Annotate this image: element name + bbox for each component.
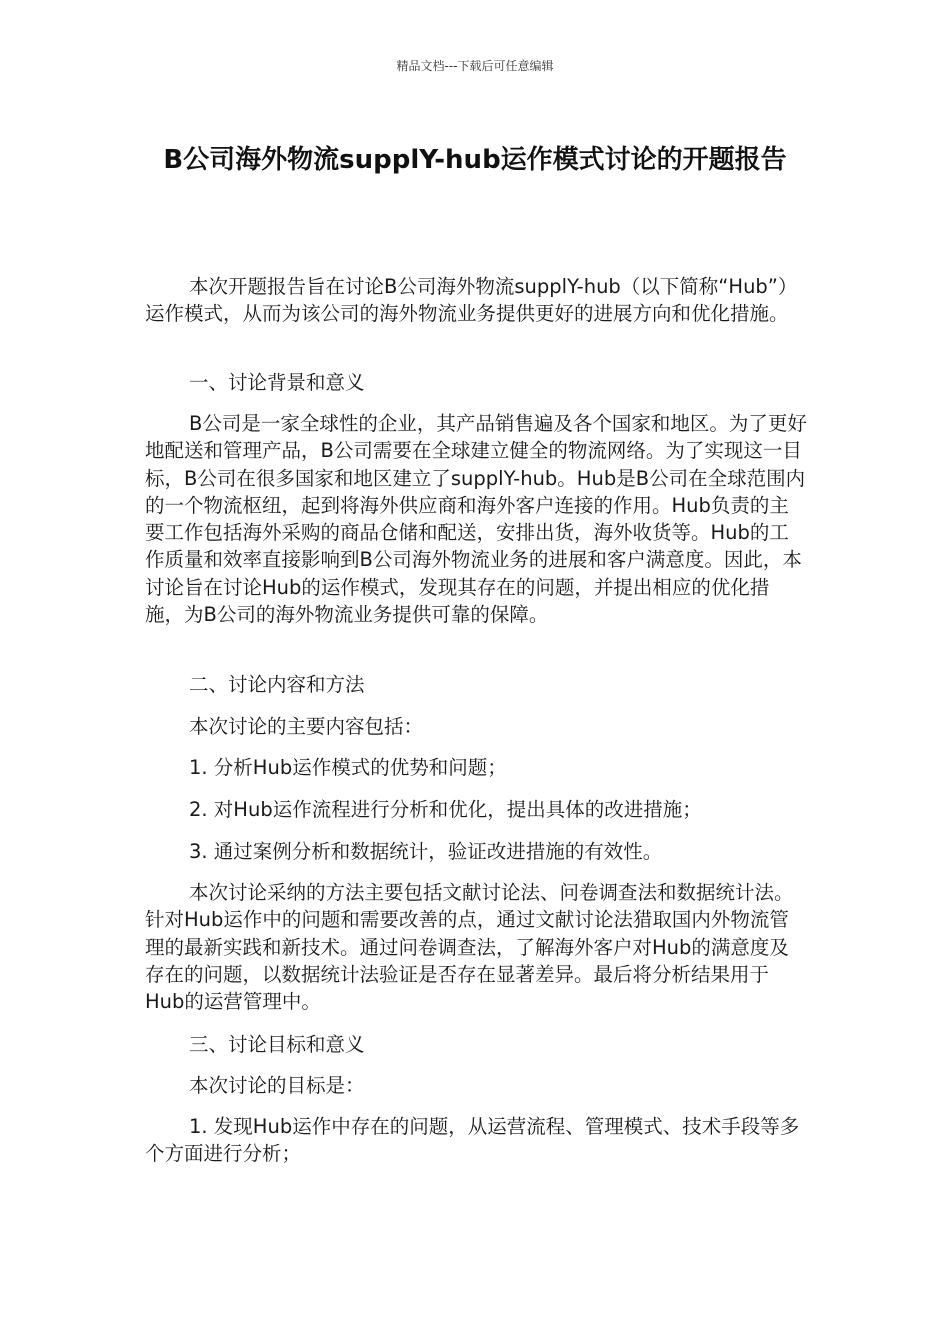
goals-lead: 本次讨论的目标是： [189, 1074, 365, 1097]
content-list-item: 2. 对Hub运作流程进行分析和优化，提出具体的改进措施； [189, 798, 702, 821]
content-lead: 本次讨论的主要内容包括： [189, 715, 424, 738]
intro-paragraph: 本次开题报告旨在讨论B公司海外物流supplY-hub（以下简称“Hub”）运作模式，从而为该公司的海外物流业务提供更好的进展方向和优化措施。 [145, 275, 798, 326]
content-list-item: 3. 通过案例分析和数据统计，验证改进措施的有效性。 [189, 840, 663, 863]
goals-list-item: 1. 发现Hub运作中存在的问题，从运营流程、管理模式、技术手段等多个方面进行分析； [145, 1115, 800, 1166]
document-title: B公司海外物流supplY-hub运作模式讨论的开题报告 [163, 145, 787, 175]
content-list-item: 1. 分析Hub运作模式的优势和问题； [189, 756, 507, 779]
section-heading-background: 一、讨论背景和意义 [189, 371, 365, 394]
background-paragraph: B公司是一家全球性的企业，其产品销售遍及各个国家和地区。为了更好地配送和管理产品，B公司需要在全球建立健全的物流网络。为了实现这一目标，B公司在很多国家和地区建立了supplY-hub。Hub是B公司在全球范围内的一个物流枢纽，起到将海外供应商和海外客户连接的作用。Hub负责的主要工作包括海外采购的商品仓储和配送，安排出货，海外收货等。Hub的工作质量和效率直接影响到B公司海外物流业务的进展和客户满意度。因此，本讨论旨在讨论Hub的运作模式，发现其存在的问题，并提出相应的优化措施，为B公司的海外物流业务提供可靠的保障。 [145, 412, 807, 627]
header-note: 精品文档---下载后可任意编辑 [396, 59, 554, 73]
method-paragraph: 本次讨论采纳的方法主要包括文献讨论法、问卷调查法和数据统计法。针对Hub运作中的问题和需要改善的点，通过文献讨论法猎取国内外物流管理的最新实践和新技术。通过问卷调查法，了解海外客户对Hub的满意度及存在的问题，以数据统计法验证是否存在显著差异。最后将分析结果用于Hub的运营管理中。 [145, 881, 794, 1014]
section-heading-content-method: 二、讨论内容和方法 [189, 673, 365, 696]
section-heading-goals: 三、讨论目标和意义 [189, 1033, 365, 1056]
